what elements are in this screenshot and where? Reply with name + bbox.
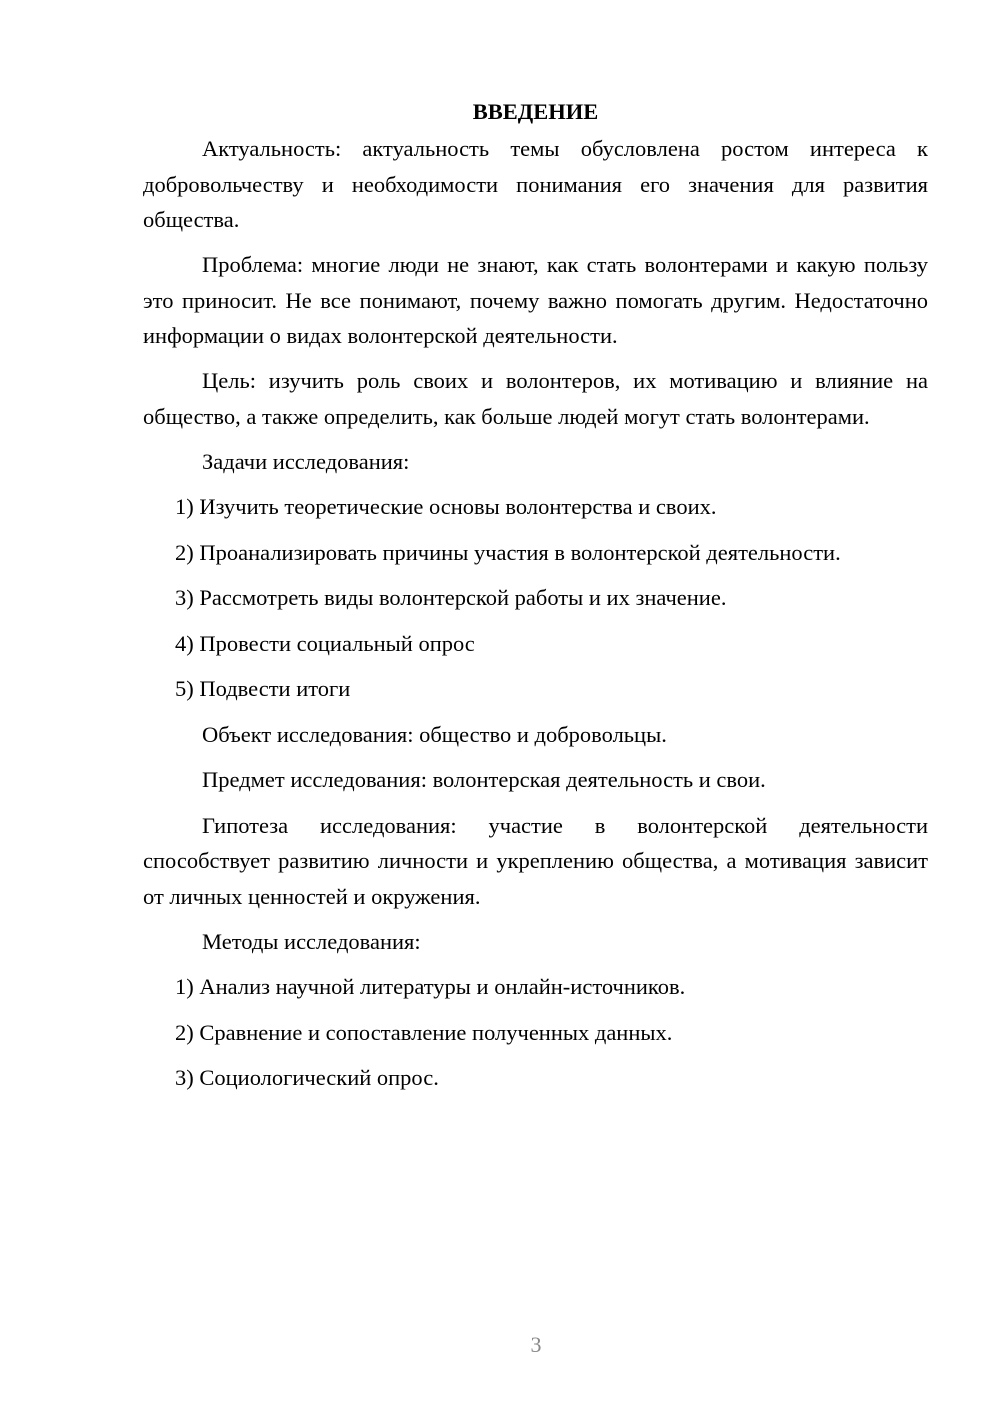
methods-label: Методы исследования: [202, 928, 421, 954]
document-body [143, 94, 928, 1106]
task-item-4: 4) Провести социальный опрос [175, 630, 475, 656]
page-number: 3 [530, 1332, 542, 1357]
hypothesis-paragraph: Гипотеза исследования: участие в волонтерской деятельности способствует развитию личности и укреплению общества, а мотивация зависит от личных ценностей и окружения. [143, 812, 928, 909]
method-item-3: 3) Социологический опрос. [175, 1065, 439, 1090]
goal-paragraph: Цель: изучить роль своих и волонтеров, их мотивацию и влияние на общество, а также определить, как больше людей могут стать волонтерами. [143, 368, 928, 429]
task-item-3: 3) Рассмотреть виды волонтерской работы и их значение. [175, 585, 727, 610]
task-item-2: 2) Проанализировать причины участия в волонтерской деятельности. [175, 539, 841, 565]
object-line: Объект исследования: общество и добровольцы. [202, 721, 667, 747]
subject-line: Предмет исследования: волонтерская деятельность и свои. [202, 767, 766, 792]
section-heading: ВВЕДЕНИЕ [472, 99, 599, 124]
method-item-2: 2) Сравнение и сопоставление полученных данных. [175, 1019, 673, 1045]
problem-paragraph: Проблема: многие люди не знают, как стать волонтерами и какую пользу это приносит. Не все понимают, почему важно помогать другим. Недостаточно информации о видах волонтерской деятельности. [143, 252, 928, 348]
method-item-1: 1) Анализ научной литературы и онлайн-источников. [175, 974, 686, 999]
task-item-5: 5) Подвести итоги [175, 676, 351, 701]
relevance-paragraph: Актуальность: актуальность темы обусловлена ростом интереса к добровольчеству и необходимости понимания его значения для развития общества. [143, 136, 928, 232]
task-item-1: 1) Изучить теоретические основы волонтерства и своих. [175, 494, 717, 519]
tasks-label: Задачи исследования: [202, 448, 410, 474]
